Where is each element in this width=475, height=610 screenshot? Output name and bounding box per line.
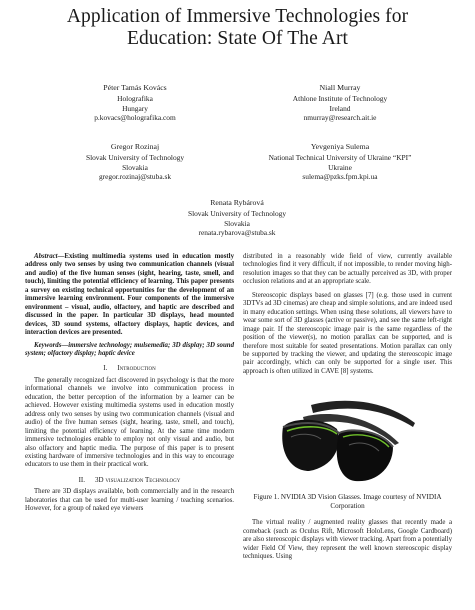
author-block-sulema	[250, 142, 430, 182]
author-country: Hungary	[122, 103, 148, 113]
author-country: Slovakia	[224, 218, 250, 228]
author-block-murray	[255, 83, 425, 123]
author-name: Renata Rybárová	[210, 198, 264, 207]
section-title: Introduction	[117, 364, 156, 373]
author-affiliation: Slovak University of Technology	[85, 153, 185, 163]
paragraph-viz-1-continued: distributed in a reasonably wide field of view, currently available technologies find it very difficult, if not impossible, to render moving high-resolution images so that they can be actually perceived as 3D, with proper occlusion relations and at an appropriate scale.	[243, 253, 452, 286]
section-number: I.	[103, 364, 108, 373]
title-line-1: Application of Immersive Technologies for	[66, 6, 409, 27]
abstract-text: Existing multimedia systems used in education mostly address only two senses by using two communication channels (visual and audio) of the five human senses (sight, hearing, taste, smell, and touch), limiting the potential efficiency of learning. This paper presents a survey on existing technical opportunities for the development of an immersive learning environment. Four components of the immersive environment – visual, audio, olfactory, and haptic are described and discussed in the paper. In particular 3D displays, head mounted devices, 3D sound systems, olfactory displays, haptic devices, and interaction devices are presented.	[25, 253, 234, 337]
author-email: sulema@pzks.fpm.kpi.ua	[302, 172, 378, 182]
paper-title	[0, 6, 475, 50]
author-block-rozinaj	[50, 142, 220, 182]
abstract-lead: Abstract—	[34, 253, 65, 260]
paragraph-intro: The generally recognized fact discovered in psychology is that the more informational channels we involve into communication process in education, the better perception of the information by a learner can be achieved. However existing multimedia systems used in education mostly address only two senses by using two communication channels (visual and audio) of the five human senses (sight, hearing, taste, smell, and touch), limiting the potential efficiency of learning. At the same time modern immersive technologies enable to employ not only visual and audio, but also olfactory and haptic media. The purpose of this paper is to present existing hardware of immersive technologies and in this way to encourage educators to use them in their practical work.	[25, 376, 234, 469]
author-affiliation: Holografika	[117, 94, 153, 104]
title-line-2: Education: State Of The Art	[126, 28, 349, 49]
keywords-lead: Keywords—	[34, 341, 69, 349]
paragraph-viz-1: There are 3D displays available, both commercially and in the research laboratories that can be used for multi-user learning / teaching scenarios. However, for a group of naked eye viewers	[25, 488, 234, 513]
left-column	[25, 253, 234, 514]
author-affiliation: Slovak University of Technology	[187, 209, 287, 219]
3d-glasses-image	[273, 387, 423, 489]
author-name: Niall Murray	[319, 83, 361, 92]
author-email: p.kovacs@holografika.com	[94, 113, 176, 123]
author-country: Ukraine	[328, 162, 352, 172]
paragraph-viz-3: The virtual reality / augmented reality glasses that recently made a comeback (such as Oculus Rift, Microsoft HoloLens, Google Cardboard) are also stereoscopic displays with viewer tracking. Apart from a potentially wider Field Of View, they represent the well known stereoscopic display techniques. Using	[243, 519, 452, 561]
author-email: gregor.rozinaj@stuba.sk	[98, 172, 172, 182]
author-affiliation: National Technical University of Ukraine “KPI”	[268, 153, 412, 163]
abstract	[25, 253, 234, 338]
author-email: nmurray@research.ait.ie	[303, 113, 377, 123]
paragraph-viz-2: Stereoscopic displays based on glasses [7] (e.g. those used in current 3DTVs ad 3D cinemas) are cheap and simple solutions, and are indeed used in many education settings. When using these solutions, all viewers have to wear some sort of 3D glasses (active or passive), and see the same left-right image pair. If the stereoscopic image pair is the same regardless of the position of the viewer(s), no motion parallax can be supported, and is therefore most suitable for seated presentations. Motion parallax can only be supported by tracking the viewer, and updating the stereoscopic image pair accordingly, which can only be supported for a single user. This approach is often utilized in CAVE [8] systems.	[243, 291, 452, 375]
section-title: 3D visualization Technology	[95, 475, 181, 484]
author-email: renata.rybarova@stuba.sk	[198, 228, 276, 238]
right-column	[243, 253, 452, 562]
author-name: Yevgeniya Sulema	[310, 142, 370, 151]
author-block-kovacs	[50, 83, 220, 123]
keywords-text: immersive technology; mulsemedia; 3D display; 3D sound system; olfactory display; haptic device	[25, 341, 234, 357]
author-block-rybarova	[152, 198, 322, 238]
author-affiliation: Athlone Institute of Technology	[292, 94, 388, 104]
section-heading-intro	[25, 364, 234, 372]
author-country: Ireland	[329, 103, 351, 113]
section-number: II.	[78, 475, 86, 484]
figure-caption: Figure 1. NVIDIA 3D Vision Glasses. Image courtesy of NVIDIA Corporation	[253, 493, 442, 511]
author-country: Slovakia	[122, 162, 148, 172]
author-name: Péter Tamás Kovács	[103, 83, 167, 92]
author-name: Gregor Rozinaj	[110, 142, 160, 151]
keywords	[25, 342, 234, 359]
section-heading-visualization	[25, 476, 234, 484]
